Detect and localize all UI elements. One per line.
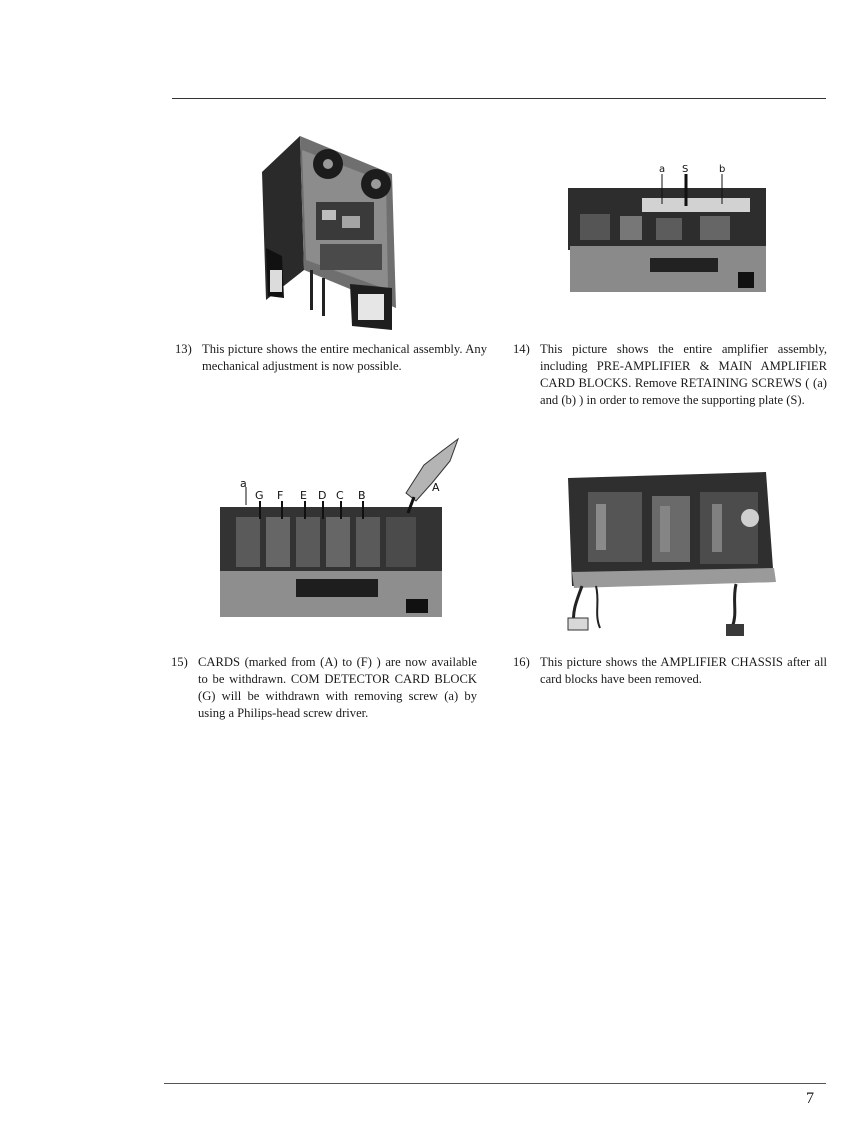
- figure-number: 13): [175, 342, 192, 356]
- label-f: F: [277, 489, 284, 502]
- figure-number: 14): [513, 342, 530, 356]
- figure-number: 15): [171, 655, 188, 669]
- label-d: D: [318, 489, 327, 502]
- amplifier-chassis-illustration: [560, 462, 780, 638]
- label-a: a: [659, 164, 666, 175]
- figure-14-photo: [560, 160, 772, 296]
- footer-rule: [164, 1083, 826, 1084]
- header-rule: [172, 98, 826, 99]
- label-c: C: [336, 489, 344, 502]
- mechanical-assembly-illustration: [170, 120, 470, 332]
- label-s: S: [682, 164, 689, 175]
- figure-14-caption: [513, 341, 827, 409]
- label-e: E: [300, 489, 307, 502]
- figure-number: 16): [513, 655, 530, 669]
- caption-text: CARDS (marked from (A) to (F) ) are now available to be withdrawn. COM DETECTOR CARD BLOCK (G) will be withdrawn with removing screw (a) by using a Philips-head screw driver.: [198, 655, 477, 720]
- caption-text: This picture shows the AMPLIFIER CHASSIS after all card blocks have been removed.: [540, 655, 827, 686]
- label-g: G: [255, 489, 264, 502]
- figure-13-caption: [175, 341, 487, 375]
- label-b: B: [358, 489, 366, 502]
- page-number: 7: [806, 1090, 814, 1107]
- amplifier-assembly-illustration: [560, 160, 772, 296]
- cards-illustration: [210, 435, 460, 620]
- figure-15-photo: [210, 435, 460, 620]
- label-a: a: [240, 477, 247, 490]
- caption-text: This picture shows the entire mechanical assembly. Any mechanical adjustment is now possible.: [202, 342, 487, 373]
- figure-16-caption: [513, 654, 827, 688]
- figure-16-photo: [560, 462, 780, 638]
- label-a-upper: A: [432, 481, 440, 494]
- label-b: b: [719, 164, 726, 175]
- caption-text: This picture shows the entire amplifier assembly, including PRE-AMPLIFIER & MAIN AMPLIFIER CARD BLOCKS. Remove RETAINING SCREWS ( (a) and (b) ) in order to remove the supporting plate (S).: [540, 342, 827, 407]
- figure-13-photo: [170, 120, 470, 332]
- figure-15-caption: [171, 654, 477, 722]
